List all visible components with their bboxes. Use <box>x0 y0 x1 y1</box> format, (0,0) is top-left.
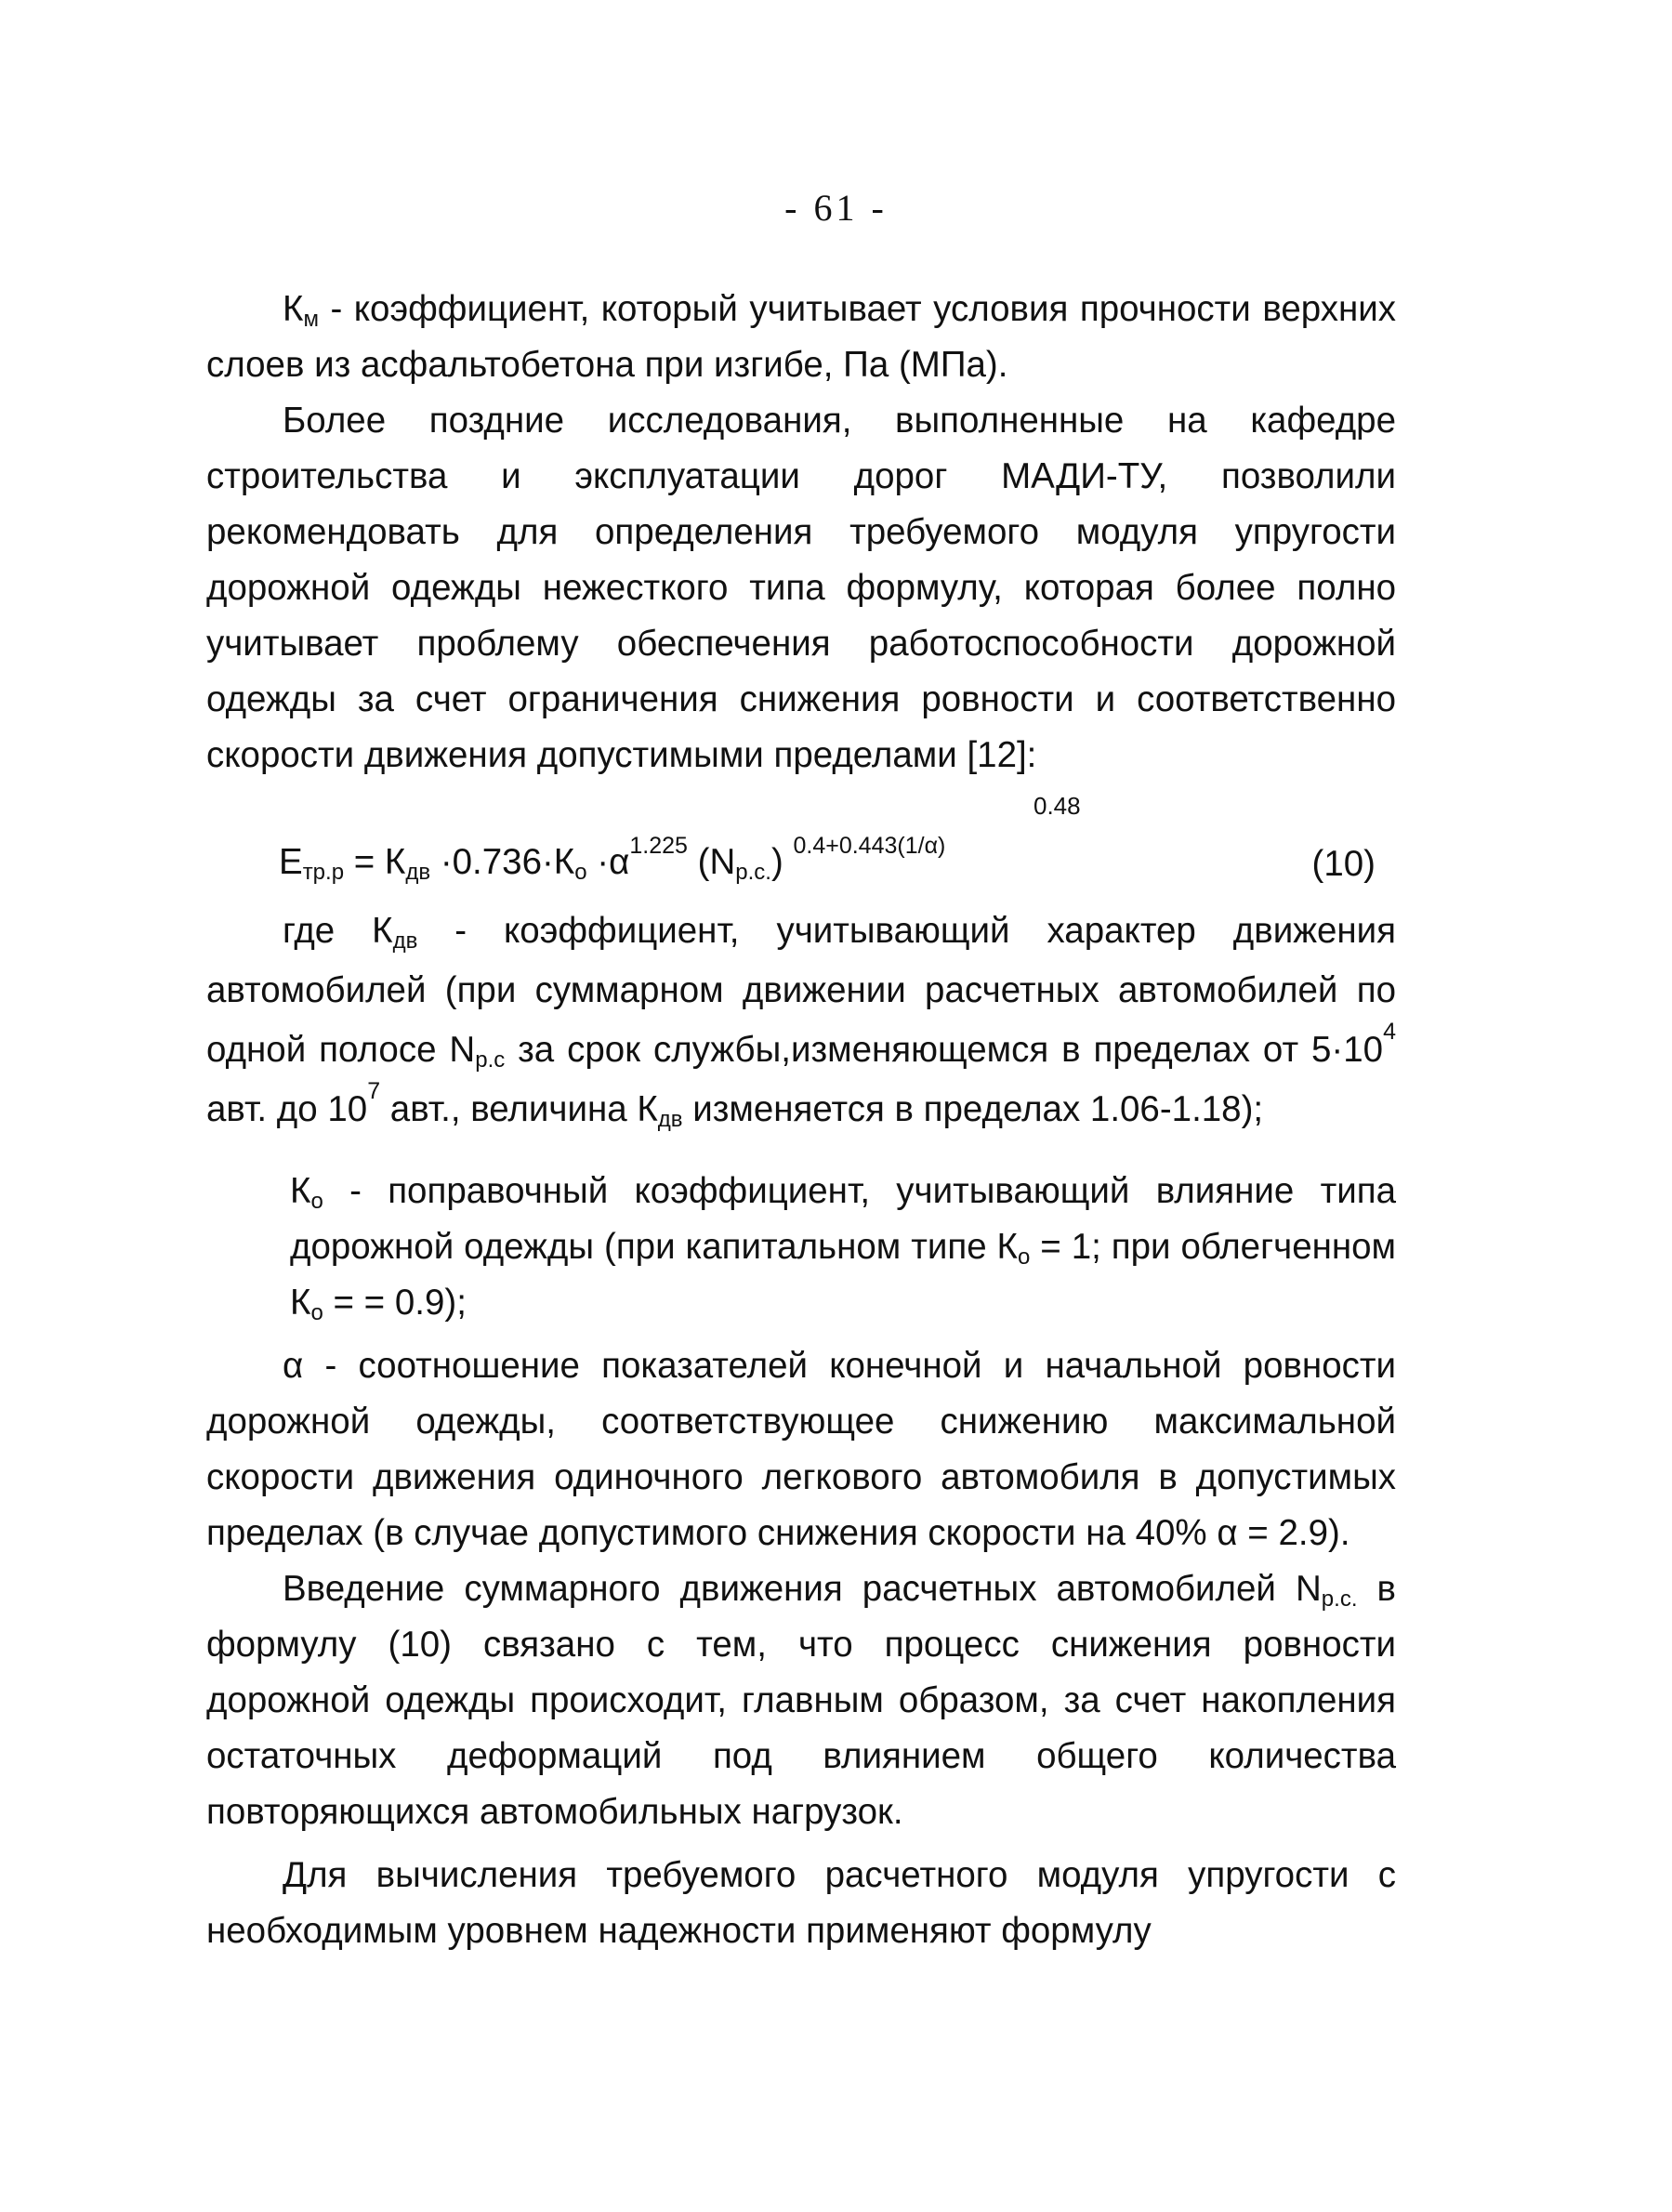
paragraph-km-definition <box>206 282 1396 393</box>
paragraph-alpha-definition <box>206 1338 1396 1561</box>
research-text: Более поздние исследования, выполненные на кафедре строительства и эксплуатации дорог МАДИ-ТУ, позволили рекомендовать для определения требуемого модуля упругости дорожной одежды нежесткого типа формулу, которая более полно учитывает проблему обеспечения работоспособности дорожной одежды за счет ограничения снижения ровности и соответственно скорости движения допустимыми пределами [12]: <box>206 401 1396 775</box>
page-number: - 61 - <box>784 187 888 229</box>
paragraph-research <box>206 393 1396 783</box>
paragraph-reliability <box>206 1848 1396 1959</box>
formula-10 <box>279 790 1394 902</box>
paragraph-ko-definition: $К_о$ - поправочный коэффициент, учитывающий влияние типа дорожной одежды (при капитальном типе $К_о = 1$; при облегченном $К_о$ = = 0.9); <box>290 1171 1397 1325</box>
km-subscript: м <box>303 307 319 332</box>
formula-outer-exponent: 0.48 <box>1033 792 1081 820</box>
km-definition-text: - коэффициент, который учитывает условия прочности верхних слоев из асфальтобетона при изгибе, Па (МПа). <box>206 289 1396 385</box>
paragraph-kdv-definition: где $К_{дв}$ - коэффициент, учитывающий характер движения автомобилей (при суммарном движении расчетных автомобилей по одной полосе $N_{р.с}$ за срок службы,изменяющемся в пределах от $5\cdot 10^4$ авт. до $10^7$ авт., величина $К_{дв}$ изменяется в пределах 1.06-1.18); <box>206 911 1396 1132</box>
reliability-text: Для вычисления требуемого расчетного модуля упругости с необходимым уровнем надежности применяют формулу <box>206 1855 1396 1951</box>
formula-expression: $Е_{тр.р} = К_{дв} \cdot 0.736\cdot К_о \cdot\alpha^{1.225}$ $(N_{p.c.})$ $^{0.4+0.443(1/\alpha)}$ <box>279 833 946 885</box>
alpha-text: α - соотношение показателей конечной и начальной ровности дорожной одежды, соответствующее снижению максимальной скорости движения одиночного легкового автомобиля в допустимых пределах (в случае допустимого снижения скорости на 40% α = 2.9). <box>206 1346 1396 1553</box>
km-symbol: К <box>283 289 304 329</box>
paragraph-traffic: Введение суммарного движения расчетных автомобилей $N_{р.с.}$ в формулу (10) связано с тем, что процесс снижения ровности дорожной одежды происходит, главным образом, за счет накопления остаточных деформаций под влиянием общего количества повторяющихся автомобильных нагрузок. <box>206 1569 1396 1832</box>
formula-number: (10) <box>1311 844 1376 884</box>
